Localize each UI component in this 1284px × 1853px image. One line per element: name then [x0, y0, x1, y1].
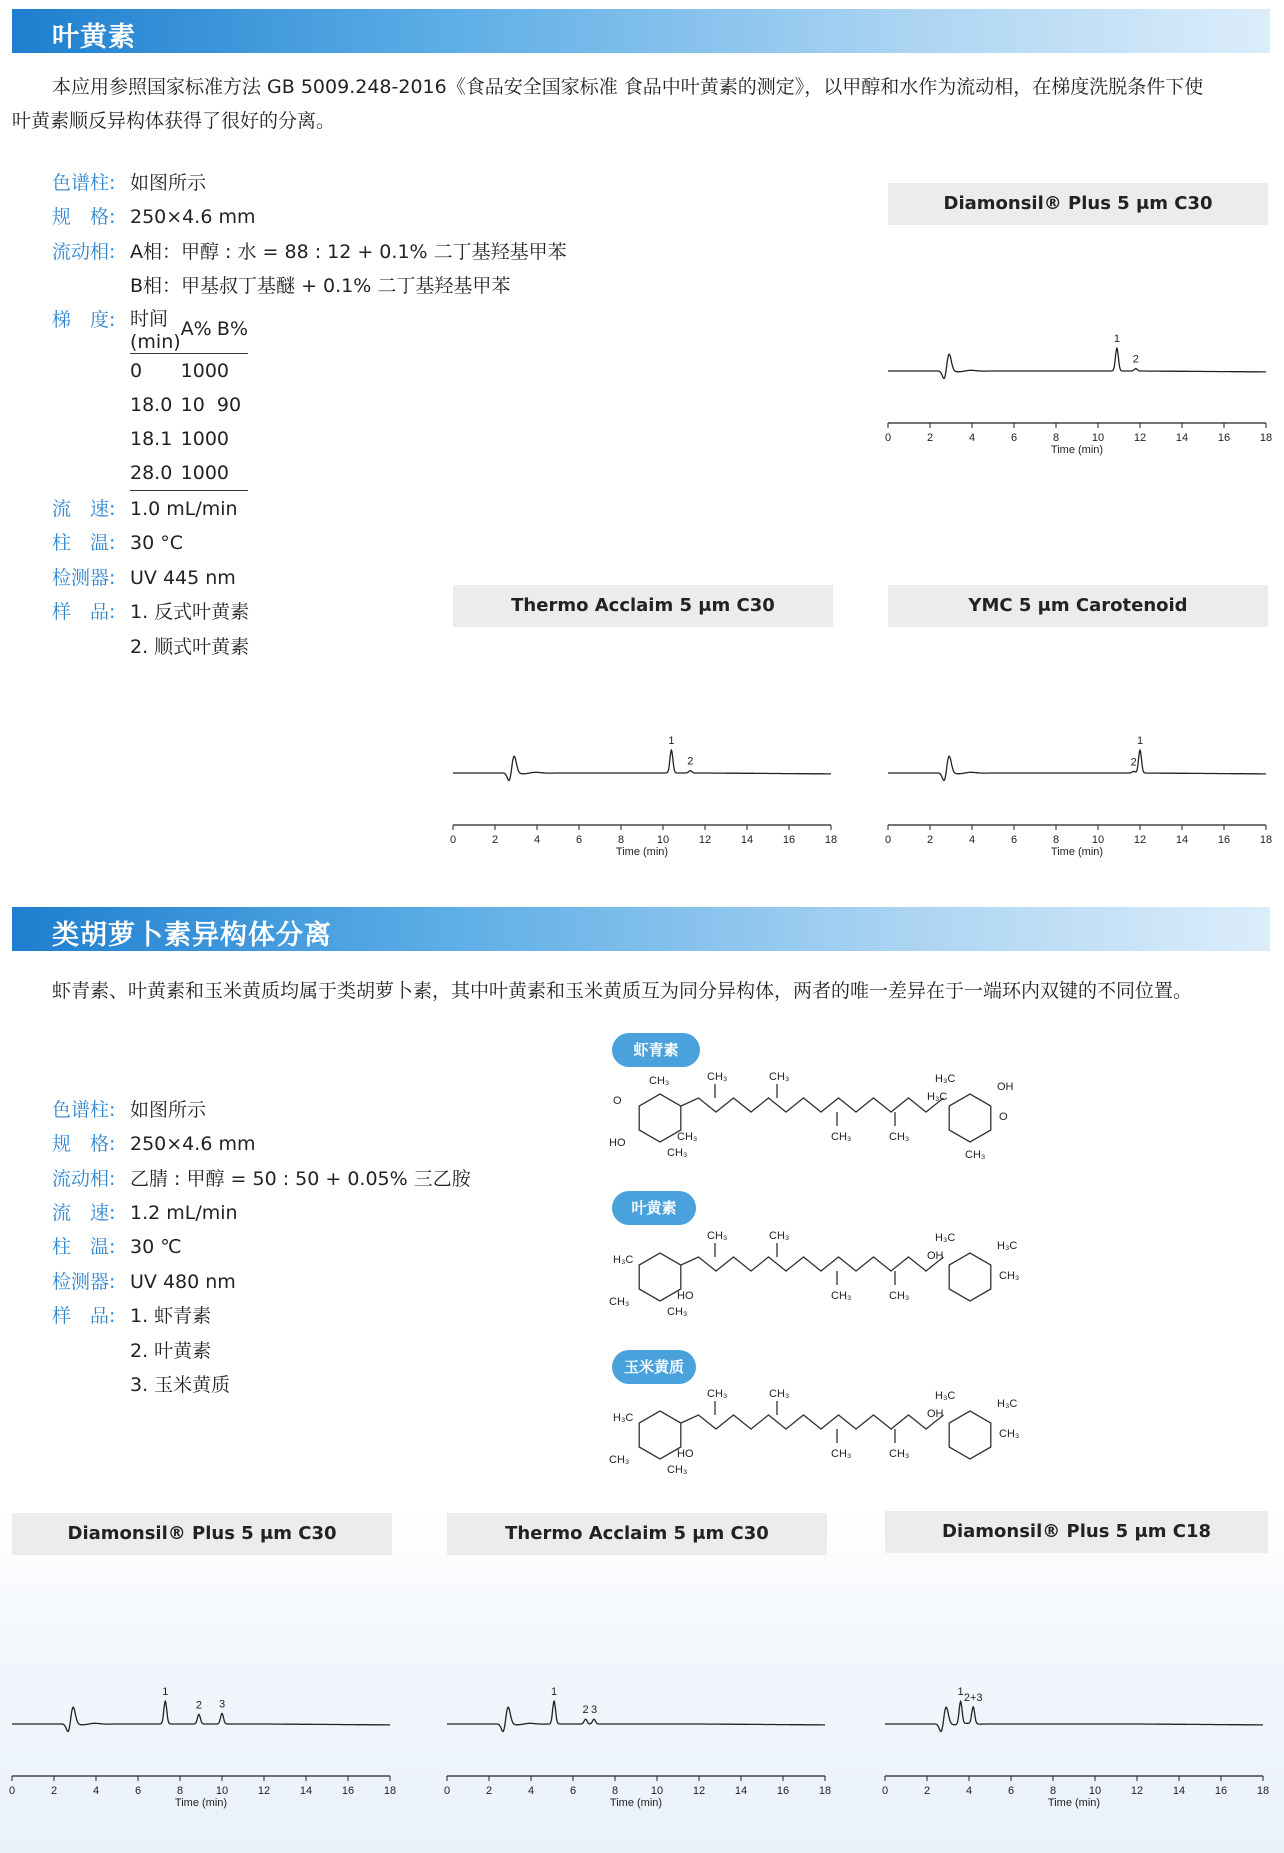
x-axis-label: Time (min) — [1050, 846, 1104, 858]
x-tick-label: 4 — [965, 1785, 973, 1797]
x-tick-label: 0 — [8, 1785, 16, 1797]
molecule-label-lutein: 叶黄素 — [612, 1191, 696, 1225]
atom-label: CH₃ — [769, 1230, 790, 1242]
atom-label: CH₃ — [707, 1071, 728, 1083]
x-tick-label: 8 — [1052, 432, 1060, 444]
x-tick-label: 0 — [443, 1785, 451, 1797]
chart-title: Diamonsil® Plus 5 μm C30 — [888, 183, 1268, 225]
x-tick-label: 8 — [611, 1785, 619, 1797]
peak-label: 2 — [1130, 756, 1137, 769]
atom-label: OH — [927, 1250, 944, 1262]
atom-label: CH₃ — [889, 1131, 910, 1143]
chromatogram-s1-0 — [884, 245, 1274, 465]
atom-label: H₃C — [997, 1240, 1018, 1252]
peak-label: 1 — [162, 1686, 169, 1699]
x-tick-label: 6 — [1010, 834, 1018, 846]
atom-label: CH₃ — [769, 1071, 790, 1083]
x-tick-label: 2 — [926, 834, 934, 846]
chromatogram-s1-1 — [449, 645, 839, 867]
molecule-label-astaxanthin: 虾青素 — [612, 1033, 700, 1067]
x-tick-label: 4 — [527, 1785, 535, 1797]
x-tick-label: 16 — [1217, 834, 1231, 846]
peak-label: 1 — [1136, 735, 1144, 748]
x-tick-label: 14 — [1175, 432, 1189, 444]
peak-label: 1 — [551, 1686, 558, 1699]
atom-label: HO — [677, 1448, 694, 1460]
peak-label: 2 — [687, 755, 694, 768]
x-tick-label: 8 — [1052, 834, 1060, 846]
atom-label: HO — [609, 1137, 626, 1149]
x-tick-label: 6 — [569, 1785, 577, 1797]
intro-paragraph-line1: 本应用参照国家标准方法 GB 5009.248-2016《食品安全国家标准 食品中叶黄素的测定》，以甲醇和水作为流动相，在梯度洗脱条件下使 — [52, 76, 1204, 98]
x-tick-label: 12 — [1130, 1785, 1144, 1797]
x-tick-label: 4 — [968, 834, 976, 846]
atom-label: CH₃ — [831, 1448, 852, 1460]
chart-title: Diamonsil® Plus 5 μm C18 — [885, 1511, 1268, 1553]
x-tick-label: 8 — [1049, 1785, 1057, 1797]
atom-label: CH₃ — [889, 1290, 910, 1302]
x-tick-label: 18 — [824, 834, 838, 846]
table-row: 18.0 10 90 — [130, 394, 242, 416]
x-tick-label: 0 — [884, 432, 892, 444]
x-tick-label: 0 — [449, 834, 457, 846]
x-tick-label: 16 — [776, 1785, 790, 1797]
section-banner-carotenoids — [12, 907, 1270, 951]
chart-title: YMC 5 μm Carotenoid — [888, 585, 1268, 627]
atom-label: CH₃ — [649, 1075, 670, 1087]
table-row: 18.1 100 0 — [130, 428, 229, 450]
x-tick-label: 14 — [740, 834, 754, 846]
x-axis-label: Time (min) — [1047, 1797, 1101, 1809]
x-tick-label: 2 — [50, 1785, 58, 1797]
chromatogram-s2-2 — [881, 1578, 1271, 1818]
x-tick-label: 16 — [341, 1785, 355, 1797]
atom-label: H₃C — [613, 1412, 634, 1424]
gradient-table-header: 时间(min) A% B% — [130, 304, 248, 354]
x-tick-label: 10 — [656, 834, 670, 846]
atom-label: H₃C — [997, 1398, 1018, 1410]
atom-label: HO — [677, 1290, 694, 1302]
x-tick-label: 6 — [1010, 432, 1018, 444]
peak-label: 3 — [218, 1698, 226, 1711]
x-tick-label: 14 — [1175, 834, 1189, 846]
chromatogram-s2-1 — [443, 1578, 833, 1818]
x-tick-label: 4 — [533, 834, 541, 846]
x-tick-label: 4 — [92, 1785, 100, 1797]
section-title: 类胡萝卜素异构体分离 — [52, 920, 332, 951]
atom-label: CH₃ — [965, 1149, 986, 1161]
atom-label: CH₃ — [667, 1147, 688, 1159]
chromatogram-s1-2 — [884, 645, 1274, 867]
x-tick-label: 18 — [383, 1785, 397, 1797]
peak-label: 2 — [195, 1699, 202, 1712]
x-tick-label: 10 — [215, 1785, 229, 1797]
atom-label: H₃C — [935, 1073, 956, 1085]
atom-label: CH₃ — [707, 1388, 728, 1400]
molecule-label-zeaxanthin: 玉米黄质 — [612, 1350, 696, 1384]
intro-paragraph-line2: 叶黄素顺反异构体获得了很好的分离。 — [12, 110, 336, 132]
x-tick-label: 0 — [884, 834, 892, 846]
section-title: 叶黄素 — [52, 22, 136, 53]
x-tick-label: 12 — [692, 1785, 706, 1797]
atom-label: OH — [927, 1408, 944, 1420]
peak-label: 1 — [957, 1686, 964, 1699]
atom-label: O — [613, 1095, 622, 1107]
chromatogram-trace — [447, 1701, 825, 1731]
x-tick-label: 0 — [881, 1785, 889, 1797]
atom-label: H₃C — [613, 1254, 634, 1266]
x-tick-label: 12 — [698, 834, 712, 846]
x-tick-label: 12 — [1133, 432, 1147, 444]
x-tick-label: 14 — [1172, 1785, 1186, 1797]
atom-label: CH₃ — [769, 1388, 790, 1400]
x-tick-label: 10 — [1091, 834, 1105, 846]
x-tick-label: 6 — [134, 1785, 142, 1797]
atom-label: CH₃ — [677, 1131, 698, 1143]
atom-label: CH₃ — [609, 1454, 630, 1466]
x-tick-label: 2 — [923, 1785, 931, 1797]
chart-title: Diamonsil® Plus 5 μm C30 — [12, 1513, 392, 1555]
intro-paragraph: 虾青素、叶黄素和玉米黄质均属于类胡萝卜素，其中叶黄素和玉米黄质互为同分异构体，两者的唯一差异在于一端环内双键的不同位置。 — [52, 980, 1193, 1002]
x-tick-label: 14 — [734, 1785, 748, 1797]
atom-label: H₃C — [935, 1232, 956, 1244]
chromatogram-s2-0 — [8, 1578, 398, 1818]
peak-label: 2+3 — [963, 1692, 983, 1705]
atom-label: CH₃ — [707, 1230, 728, 1242]
atom-label: CH₃ — [831, 1290, 852, 1302]
x-tick-label: 12 — [1133, 834, 1147, 846]
x-axis-label: Time (min) — [615, 846, 669, 858]
x-tick-label: 14 — [299, 1785, 313, 1797]
atom-label: H₃C — [927, 1091, 948, 1103]
molecule-structure-lutein — [605, 1227, 1035, 1327]
x-tick-label: 12 — [257, 1785, 271, 1797]
atom-label: CH₃ — [831, 1131, 852, 1143]
atom-label: H₃C — [935, 1390, 956, 1402]
peak-label: 2 — [1132, 353, 1139, 366]
atom-label: OH — [997, 1081, 1014, 1093]
x-tick-label: 2 — [491, 834, 499, 846]
molecule-structure-astaxanthin — [605, 1068, 1035, 1168]
x-axis-label: Time (min) — [609, 1797, 663, 1809]
x-tick-label: 6 — [575, 834, 583, 846]
section-banner-lutein — [12, 9, 1270, 53]
atom-label: CH₃ — [667, 1306, 688, 1318]
x-tick-label: 2 — [926, 432, 934, 444]
x-tick-label: 2 — [485, 1785, 493, 1797]
x-tick-label: 10 — [1088, 1785, 1102, 1797]
chromatogram-trace — [888, 750, 1266, 780]
table-row: 0 100 0 — [130, 360, 229, 382]
atom-label: CH₃ — [667, 1464, 688, 1476]
x-axis-label: Time (min) — [174, 1797, 228, 1809]
x-tick-label: 18 — [1256, 1785, 1270, 1797]
x-tick-label: 10 — [650, 1785, 664, 1797]
x-tick-label: 6 — [1007, 1785, 1015, 1797]
x-tick-label: 16 — [782, 834, 796, 846]
peak-label: 1 — [668, 735, 675, 748]
x-axis-label: Time (min) — [1050, 444, 1104, 456]
chromatogram-trace — [888, 348, 1266, 378]
x-tick-label: 4 — [968, 432, 976, 444]
atom-label: CH₃ — [889, 1448, 910, 1460]
x-tick-label: 16 — [1217, 432, 1231, 444]
chart-title: Thermo Acclaim 5 μm C30 — [447, 1513, 827, 1555]
molecule-structure-zeaxanthin — [605, 1385, 1035, 1485]
peak-label: 2 — [582, 1704, 589, 1717]
x-tick-label: 18 — [1259, 834, 1273, 846]
x-tick-label: 18 — [1259, 432, 1273, 444]
x-tick-label: 8 — [617, 834, 625, 846]
atom-label: CH₃ — [999, 1428, 1020, 1440]
atom-label: CH₃ — [609, 1296, 630, 1308]
atom-label: CH₃ — [999, 1270, 1020, 1282]
peak-label: 1 — [1113, 333, 1120, 346]
table-row: 28.0 100 0 — [130, 456, 248, 491]
gradient-table — [130, 304, 248, 491]
x-tick-label: 16 — [1214, 1785, 1228, 1797]
chromatogram-trace — [885, 1701, 1263, 1731]
peak-label: 3 — [590, 1704, 598, 1717]
atom-label: O — [999, 1111, 1008, 1123]
x-tick-label: 18 — [818, 1785, 832, 1797]
chart-title: Thermo Acclaim 5 μm C30 — [453, 585, 833, 627]
x-tick-label: 8 — [176, 1785, 184, 1797]
x-tick-label: 10 — [1091, 432, 1105, 444]
chromatogram-trace — [453, 750, 831, 780]
